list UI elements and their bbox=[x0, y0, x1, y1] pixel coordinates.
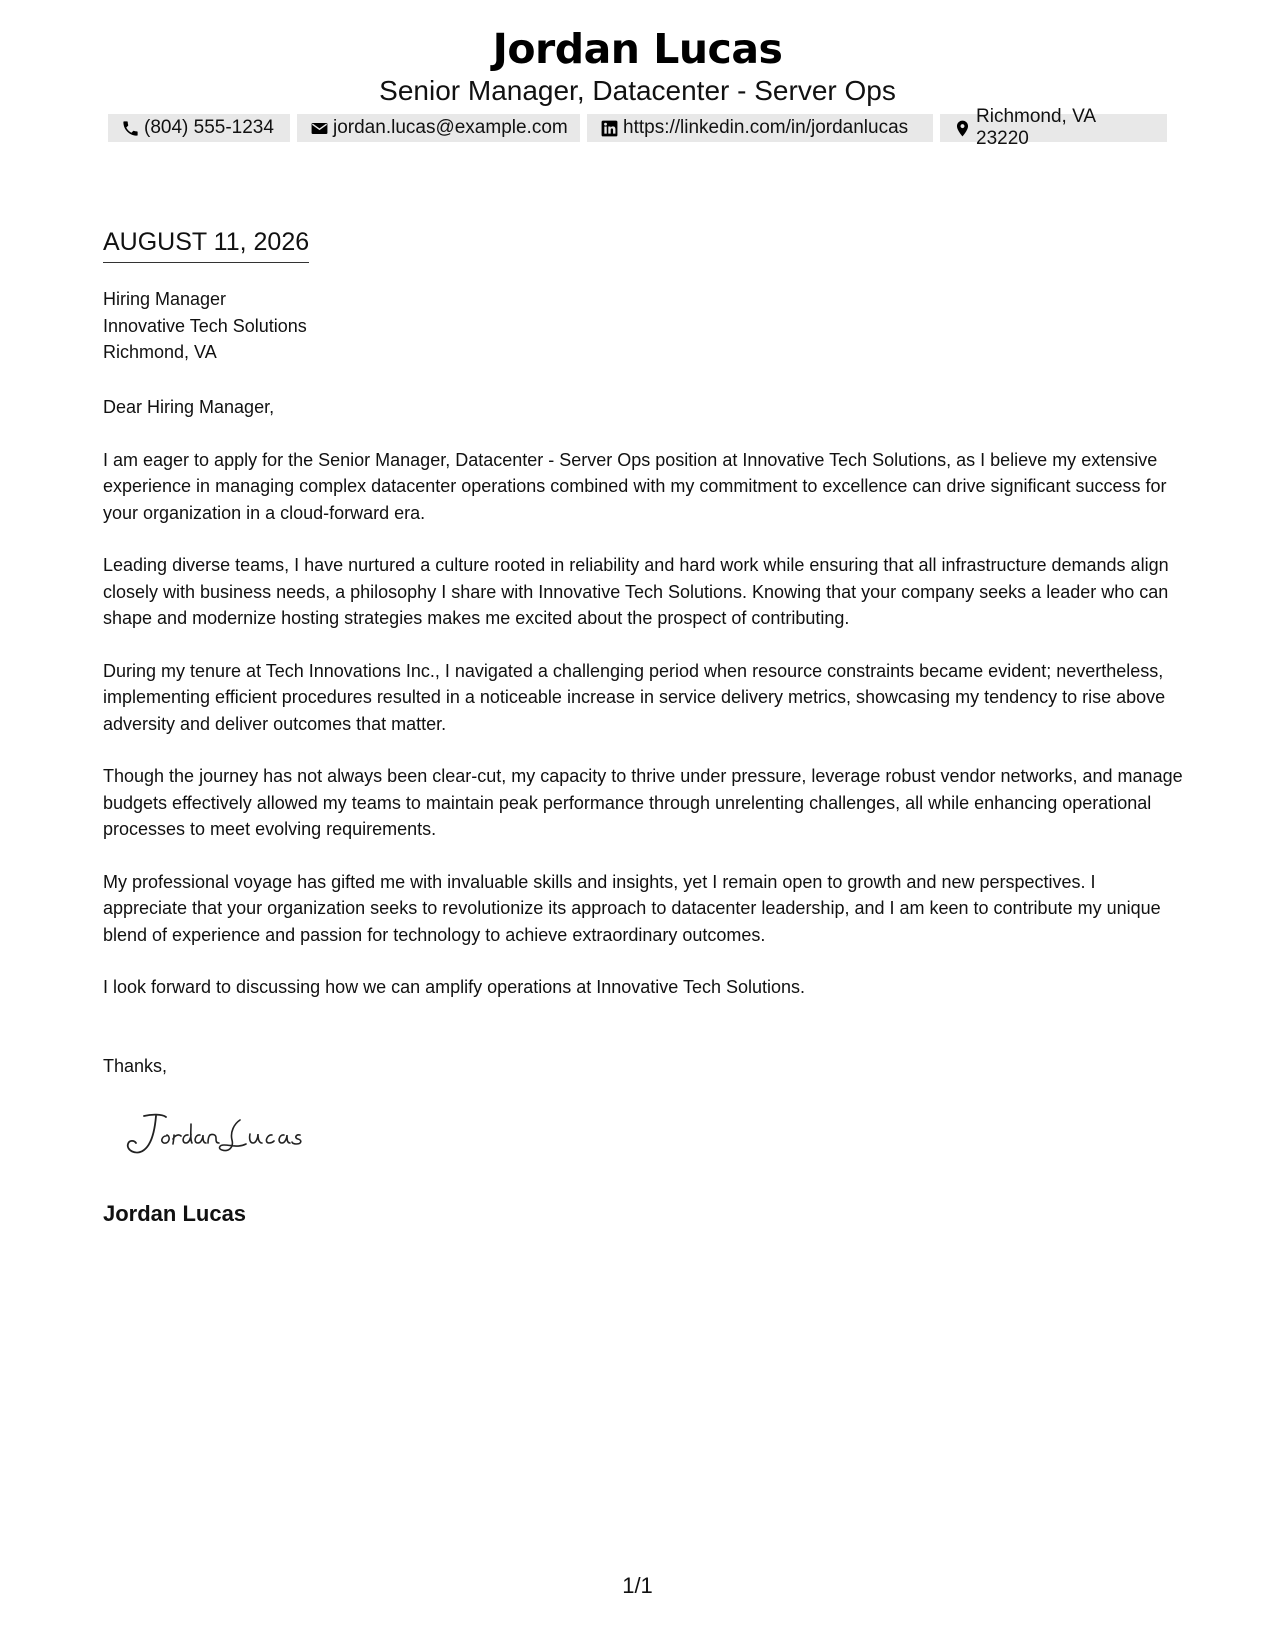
phone-number: (804) 555-1234 bbox=[144, 117, 274, 138]
phone-icon bbox=[121, 119, 140, 138]
paragraph-5: My professional voyage has gifted me with invaluable skills and insights, yet I remain open to growth and new perspectives. I appreciate that your organization seeks to revolutionize its approach to datacenter leadership, and I am keen to contribute my unique blend of experience and passion for technology to achieve extraordinary outcomes. bbox=[103, 871, 1161, 945]
linkedin-url: https://linkedin.com/in/jordanlucas bbox=[623, 117, 909, 138]
contact-bar bbox=[0, 106, 1275, 149]
closing: Thanks, bbox=[103, 1056, 168, 1076]
letter-body bbox=[103, 394, 1183, 1027]
recipient-location: Richmond, VA bbox=[103, 342, 217, 362]
recipient-block bbox=[103, 286, 307, 366]
envelope-icon bbox=[310, 119, 329, 138]
recipient-company: Innovative Tech Solutions bbox=[103, 315, 307, 336]
applicant-title: Senior Manager, Datacenter - Server Ops bbox=[379, 75, 896, 106]
contact-linkedin bbox=[587, 114, 933, 142]
linkedin-icon bbox=[600, 119, 619, 138]
salutation: Dear Hiring Manager, bbox=[103, 397, 275, 417]
paragraph-1: I am eager to apply for the Senior Manager, Datacenter - Server Ops position at Innovative Tech Solutions, as I believe my extensive experience in managing complex datacenter operations combined with my commitment to excellence can drive significant success for your organization in a cloud-forward era. bbox=[103, 449, 1167, 523]
location-text: Richmond, VA 23220 bbox=[976, 106, 1095, 149]
contact-email bbox=[297, 114, 580, 142]
letter-date: AUGUST 11, 2026 bbox=[103, 226, 309, 263]
handwritten-signature bbox=[122, 1110, 342, 1158]
page-indicator: 1/1 bbox=[622, 1573, 653, 1598]
map-marker-icon bbox=[953, 119, 972, 138]
paragraph-2: Leading diverse teams, I have nurtured a culture rooted in reliability and hard work while ensuring that all infrastructure demands align closely with business needs, a philosophy I share with Innovative Tech Solutions. Knowing that your company seeks a leader who can shape and modernize hosting strategies makes me excited about the prospect of contributing. bbox=[103, 555, 1169, 628]
paragraph-4: Though the journey has not always been clear-cut, my capacity to thrive under pressure, leverage robust vendor networks, and manage budgets effectively allowed my teams to maintain peak performance through unrelenting challenges, all while enhancing operational processes to meet evolving requirements. bbox=[103, 766, 1183, 839]
recipient-title: Hiring Manager bbox=[103, 289, 227, 309]
email-address: jordan.lucas@example.com bbox=[333, 117, 568, 138]
contact-location bbox=[940, 106, 1167, 149]
paragraph-3: During my tenure at Tech Innovations Inc., I navigated a challenging period when resource constraints became evident; nevertheless, implementing efficient procedures resulted in a noticeable increase in service delivery metrics, showcasing my tendency to rise above adversity and deliver outcomes that matter. bbox=[103, 660, 1166, 734]
contact-phone bbox=[108, 114, 290, 142]
signer-name: Jordan Lucas bbox=[103, 1201, 247, 1226]
paragraph-6: I look forward to discussing how we can amplify operations at Innovative Tech Solutions. bbox=[103, 977, 806, 997]
letterhead bbox=[0, 22, 1275, 108]
applicant-name: Jordan Lucas bbox=[492, 25, 783, 73]
